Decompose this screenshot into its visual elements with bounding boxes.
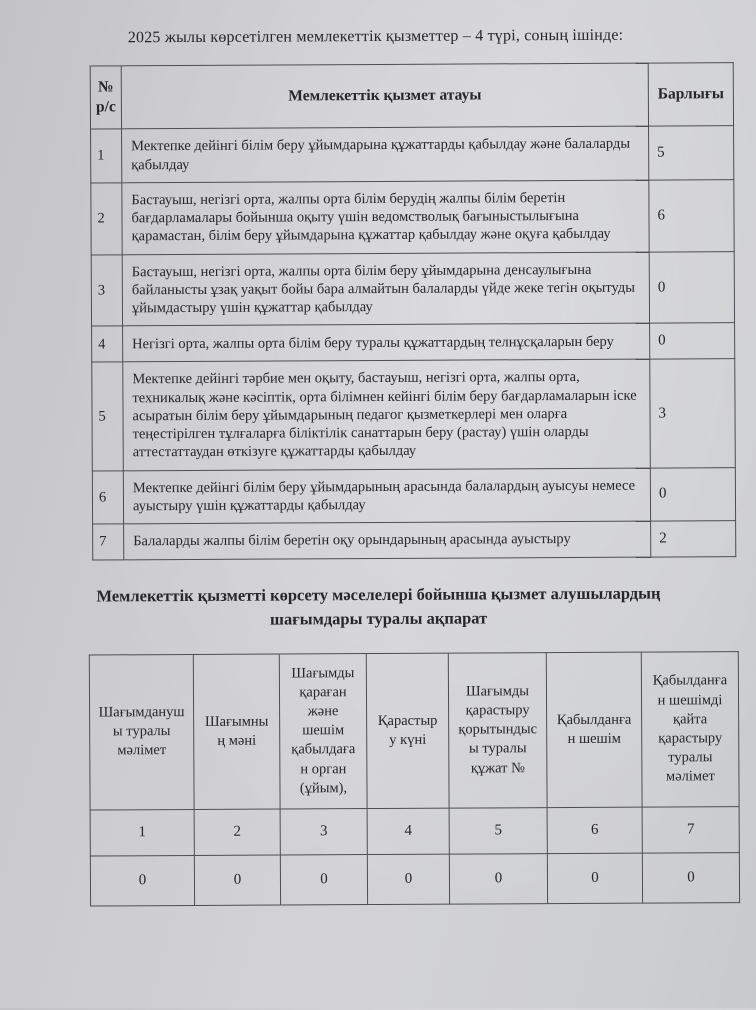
service-num: 5: [92, 362, 124, 470]
complaint-value: 0: [547, 853, 642, 903]
service-name: Бастауыш, негізгі орта, жалпы орта білім беру ұйымдарына денсаулығына байланысты ұзақ уақыт бойы бара алмайтын балаларды үйде жеке тегін оқытуды ұйымдастыру үшін құжаттар қабылдау: [122, 252, 649, 327]
service-name: Мектепке дейінгі тәрбие мен оқыту, бастауыш, негізгі орта, жалпы орта, техникалық және кәсіптік, орта білімнен кейінгі білім беру бағдарламаларын іске асыратын білім беру ұйымдарының педагог қызметкерлері мен оларға теңестірілген тұлғаларға біліктілік санаттарын беру (растау) үшін оларды аттестаттаудан өткізуге құжаттарды қабылдау: [123, 359, 651, 470]
service-num: 6: [92, 470, 123, 524]
complaint-value: 0: [194, 855, 280, 905]
service-total: 6: [649, 179, 734, 251]
column-number-row: [90, 806, 739, 855]
service-total: 0: [649, 251, 734, 323]
complaints-header-applicant: Шағымдануш ы туралы мәлімет: [89, 654, 194, 809]
service-row: [92, 323, 735, 362]
service-row: [92, 467, 735, 524]
services-table: [90, 62, 737, 560]
column-number: 2: [194, 809, 280, 855]
service-name: Мектепке дейінгі білім беру ұйымдарына құжаттарды қабылдау және балаларды қабылдау: [122, 126, 649, 182]
complaint-values-row: [90, 852, 739, 905]
service-num: 2: [91, 183, 122, 255]
complaints-header-row: [89, 652, 739, 810]
complaints-header-result-doc: Шағымды қарастыру қорытындыс ы туралы құжат №: [448, 653, 547, 808]
complaints-title: Мемлекеттік қызметті көрсету мәселелері бойынша қызмет алушылардың шағымдары туралы ақпарат: [96, 583, 661, 629]
services-header-total: Барлығы: [648, 63, 733, 127]
service-name: Мектепке дейінгі білім беру ұйымдарының арасында балалардың ауысуы немесе ауыстыру үшін құжаттарды қабылдау: [123, 468, 650, 524]
document-title: 2025 жылы көрсетілген мемлекеттік қызметтер – 4 түрі, соның ішінде:: [127, 26, 624, 47]
service-total: 2: [651, 521, 736, 557]
service-row: [93, 521, 736, 560]
service-num: 3: [91, 254, 122, 326]
complaints-header-authority: Шағымды қараған және шешім қабылдаға н орган (ұйым),: [279, 653, 367, 808]
column-number: 4: [367, 808, 449, 854]
service-total: 5: [649, 126, 734, 180]
column-number: 5: [449, 807, 547, 853]
complaints-header-reconsideration: Қабылданға н шешімді қайта қарастыру туралы мәлімет: [641, 652, 739, 807]
complaint-value: 0: [90, 855, 194, 905]
service-total: 0: [650, 323, 735, 359]
column-number: 7: [642, 806, 739, 852]
complaints-table: [89, 651, 740, 906]
service-row: [92, 359, 736, 471]
service-num: 1: [91, 129, 122, 183]
service-row: [91, 179, 734, 254]
service-total: 0: [650, 467, 735, 521]
complaint-value: 0: [367, 854, 449, 904]
services-header-num: № р/с: [90, 66, 121, 129]
complaints-header-subject: Шағымны ң мәні: [193, 654, 280, 809]
complaint-value: 0: [642, 852, 739, 902]
service-name: Негізгі орта, жалпы орта білім беру туралы құжаттардың телнұсқаларын беру: [123, 323, 650, 362]
complaint-value: 0: [449, 853, 547, 903]
column-number: 1: [90, 809, 194, 855]
service-row: [91, 126, 734, 183]
complaint-value: 0: [280, 854, 367, 904]
service-row: [91, 251, 734, 326]
column-number: 6: [547, 807, 642, 853]
service-num: 4: [92, 326, 123, 362]
services-header-name: Мемлекеттік қызмет атауы: [121, 63, 648, 129]
service-name: Бастауыш, негізгі орта, жалпы орта білім берудің жалпы білім беретін бағдарламалары бойынша оқыту үшін ведомстволық бағыныстылығына қарамастан, білім беру ұйымдарына құжаттар қабылдау және оқуға қабылдау: [122, 180, 649, 255]
complaints-header-review-date: Қарастыр у күні: [366, 653, 449, 808]
service-total: 3: [650, 359, 736, 468]
service-name: Балаларды жалпы білім беретін оқу орындарының арасында ауыстыру: [124, 521, 651, 560]
services-header-row: [90, 63, 733, 130]
column-number: 3: [280, 808, 367, 854]
service-num: 7: [93, 524, 124, 560]
complaints-header-decision: Қабылданға н шешім: [546, 652, 642, 807]
